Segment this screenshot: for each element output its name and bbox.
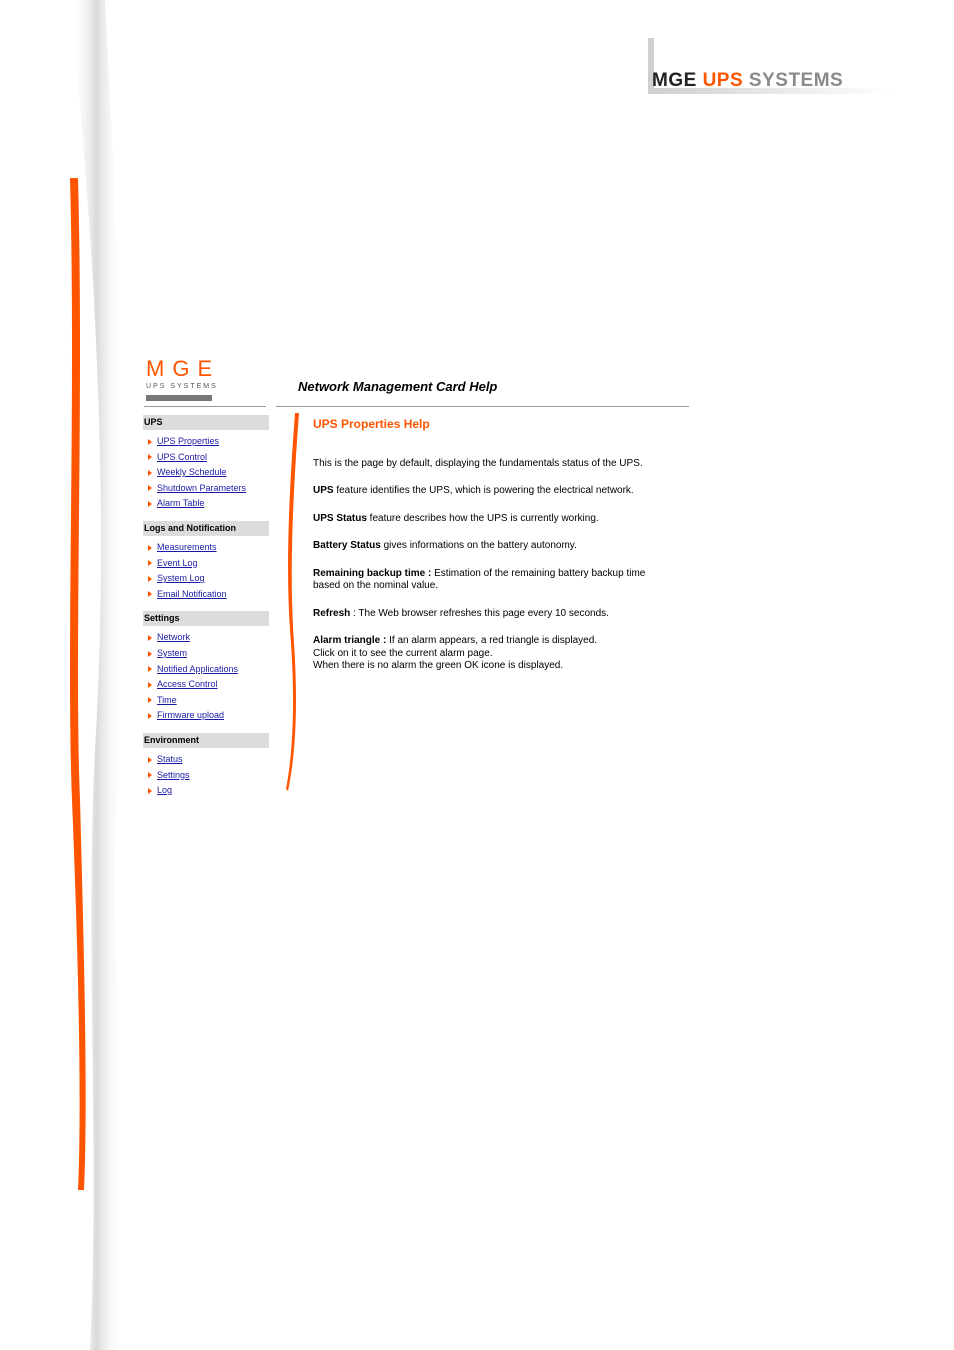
arrow-right-icon <box>148 545 152 551</box>
nav-heading: Settings <box>143 611 269 626</box>
intro-text: This is the page by default, displaying the fundamentals status of the UPS. <box>313 457 643 469</box>
help-ups <box>313 485 693 498</box>
nav-item-ups-control[interactable] <box>143 450 269 466</box>
term-ups: UPS <box>313 485 334 496</box>
nav-heading: Logs and Notification <box>143 521 269 536</box>
nav-item-time[interactable] <box>143 693 269 709</box>
help-screenshot <box>140 355 700 825</box>
nav-section-ups <box>143 415 269 512</box>
nav-item-weekly-schedule[interactable] <box>143 465 269 481</box>
desc-alarm-1: If an alarm appears, a red triangle is displayed. <box>386 635 598 646</box>
brand-word-systems: SYSTEMS <box>748 70 844 91</box>
nav-link[interactable]: Shutdown Parameters <box>157 482 247 493</box>
term-alarm-triangle: Alarm triangle : <box>313 635 387 646</box>
nav-link[interactable]: Access Control <box>157 679 218 690</box>
desc-alarm-3: When there is no alarm the green OK icone is displayed. <box>313 660 564 671</box>
nav-item-ups-properties[interactable] <box>143 434 269 450</box>
nav-item-firmware-upload[interactable] <box>143 708 269 724</box>
nav-link[interactable]: Settings <box>157 769 190 780</box>
nav-link[interactable]: Firmware upload <box>157 710 225 721</box>
nav-link[interactable]: Measurements <box>157 541 217 552</box>
arrow-right-icon <box>148 470 152 476</box>
nav-link[interactable]: Time <box>157 694 177 705</box>
mge-logo <box>146 357 226 401</box>
nav-link[interactable]: Event Log <box>157 557 198 568</box>
help-battery-status <box>313 540 693 553</box>
logo-bar <box>146 395 212 401</box>
nav-link[interactable]: Network <box>157 632 191 643</box>
nav-item-shutdown-parameters[interactable] <box>143 481 269 497</box>
nav-item-network[interactable] <box>143 630 269 646</box>
nav-section-environment <box>143 733 269 799</box>
divider <box>276 406 689 407</box>
nav-link[interactable]: Notified Applications <box>157 663 239 674</box>
arrow-right-icon <box>148 576 152 582</box>
brand-logo <box>652 70 843 92</box>
nav-item-event-log[interactable] <box>143 556 269 572</box>
nav-item-env-settings[interactable] <box>143 768 269 784</box>
divider <box>144 406 266 407</box>
help-title: UPS Properties Help <box>313 417 430 431</box>
desc-ups-status: feature describes how the UPS is currently working. <box>366 512 599 524</box>
help-backup-time <box>313 568 693 593</box>
nav-link[interactable]: UPS Control <box>157 451 208 462</box>
arrow-right-icon <box>148 666 152 672</box>
term-ups-status: UPS Status <box>313 512 367 524</box>
term-battery-status: Battery Status <box>313 540 381 551</box>
nav-link[interactable]: System <box>157 647 188 658</box>
arrow-right-icon <box>148 772 152 778</box>
nav-link[interactable]: UPS Properties <box>157 436 220 446</box>
desc-ups: feature identifies the UPS, which is powering the electrical network. <box>333 485 634 496</box>
nav-item-env-status[interactable] <box>143 752 269 768</box>
arrow-right-icon <box>148 697 152 703</box>
arrow-right-icon <box>148 788 152 794</box>
page-swoosh-decoration <box>0 0 140 1350</box>
nav-link[interactable]: Log <box>157 785 173 796</box>
nav-item-system-log[interactable] <box>143 571 269 587</box>
nav-link[interactable]: Alarm Table <box>157 498 205 509</box>
nav-section-logs <box>143 521 269 602</box>
arrow-right-icon <box>148 501 152 507</box>
brand-word-ups: UPS <box>702 70 744 91</box>
arrow-right-icon <box>148 485 152 491</box>
arrow-right-icon <box>148 560 152 566</box>
arrow-right-icon <box>148 682 152 688</box>
help-content <box>313 418 693 688</box>
desc-refresh: : The Web browser refreshes this page every 10 seconds. <box>350 607 609 619</box>
term-backup-time: Remaining backup time : <box>313 567 432 579</box>
nav-item-measurements[interactable] <box>143 540 269 556</box>
desc-backup-time-2: based on the nominal value. <box>313 580 439 591</box>
content-swoosh-decoration <box>283 413 303 793</box>
arrow-right-icon <box>148 635 152 641</box>
help-alarm-triangle <box>313 635 693 673</box>
nav-item-email-notification[interactable] <box>143 587 269 603</box>
sidebar-nav <box>143 415 269 808</box>
arrow-right-icon <box>148 713 152 719</box>
nav-heading: Environment <box>143 733 269 748</box>
nav-item-system[interactable] <box>143 646 269 662</box>
nav-item-alarm-table[interactable] <box>143 496 269 512</box>
desc-alarm-2: Click on it to see the current alarm page. <box>313 647 493 659</box>
arrow-right-icon <box>148 757 152 763</box>
logo-sub-text: UPS SYSTEMS <box>146 383 218 390</box>
nav-link[interactable]: Status <box>157 753 183 764</box>
nav-item-notified-applications[interactable] <box>143 662 269 678</box>
arrow-right-icon <box>148 454 152 460</box>
desc-backup-time-1: Estimation of the remaining battery backup time <box>431 567 646 579</box>
nav-link[interactable]: System Log <box>157 573 205 584</box>
nav-item-access-control[interactable] <box>143 677 269 693</box>
arrow-right-icon <box>148 439 152 445</box>
nav-heading: UPS <box>143 415 269 430</box>
nav-link[interactable]: Weekly Schedule <box>157 467 227 478</box>
brand-word-mge: MGE <box>652 70 697 91</box>
help-intro <box>313 458 693 471</box>
arrow-right-icon <box>148 591 152 597</box>
arrow-right-icon <box>148 651 152 657</box>
nav-section-settings <box>143 611 269 724</box>
help-refresh <box>313 608 693 621</box>
help-ups-status <box>313 513 693 526</box>
term-refresh: Refresh <box>313 607 351 619</box>
nav-item-env-log[interactable] <box>143 783 269 799</box>
page-title: Network Management Card Help <box>298 379 498 394</box>
desc-battery-status: gives informations on the battery autonomy. <box>380 540 577 551</box>
nav-link[interactable]: Email Notification <box>157 588 227 599</box>
logo-mge-text: MGE <box>146 356 221 381</box>
